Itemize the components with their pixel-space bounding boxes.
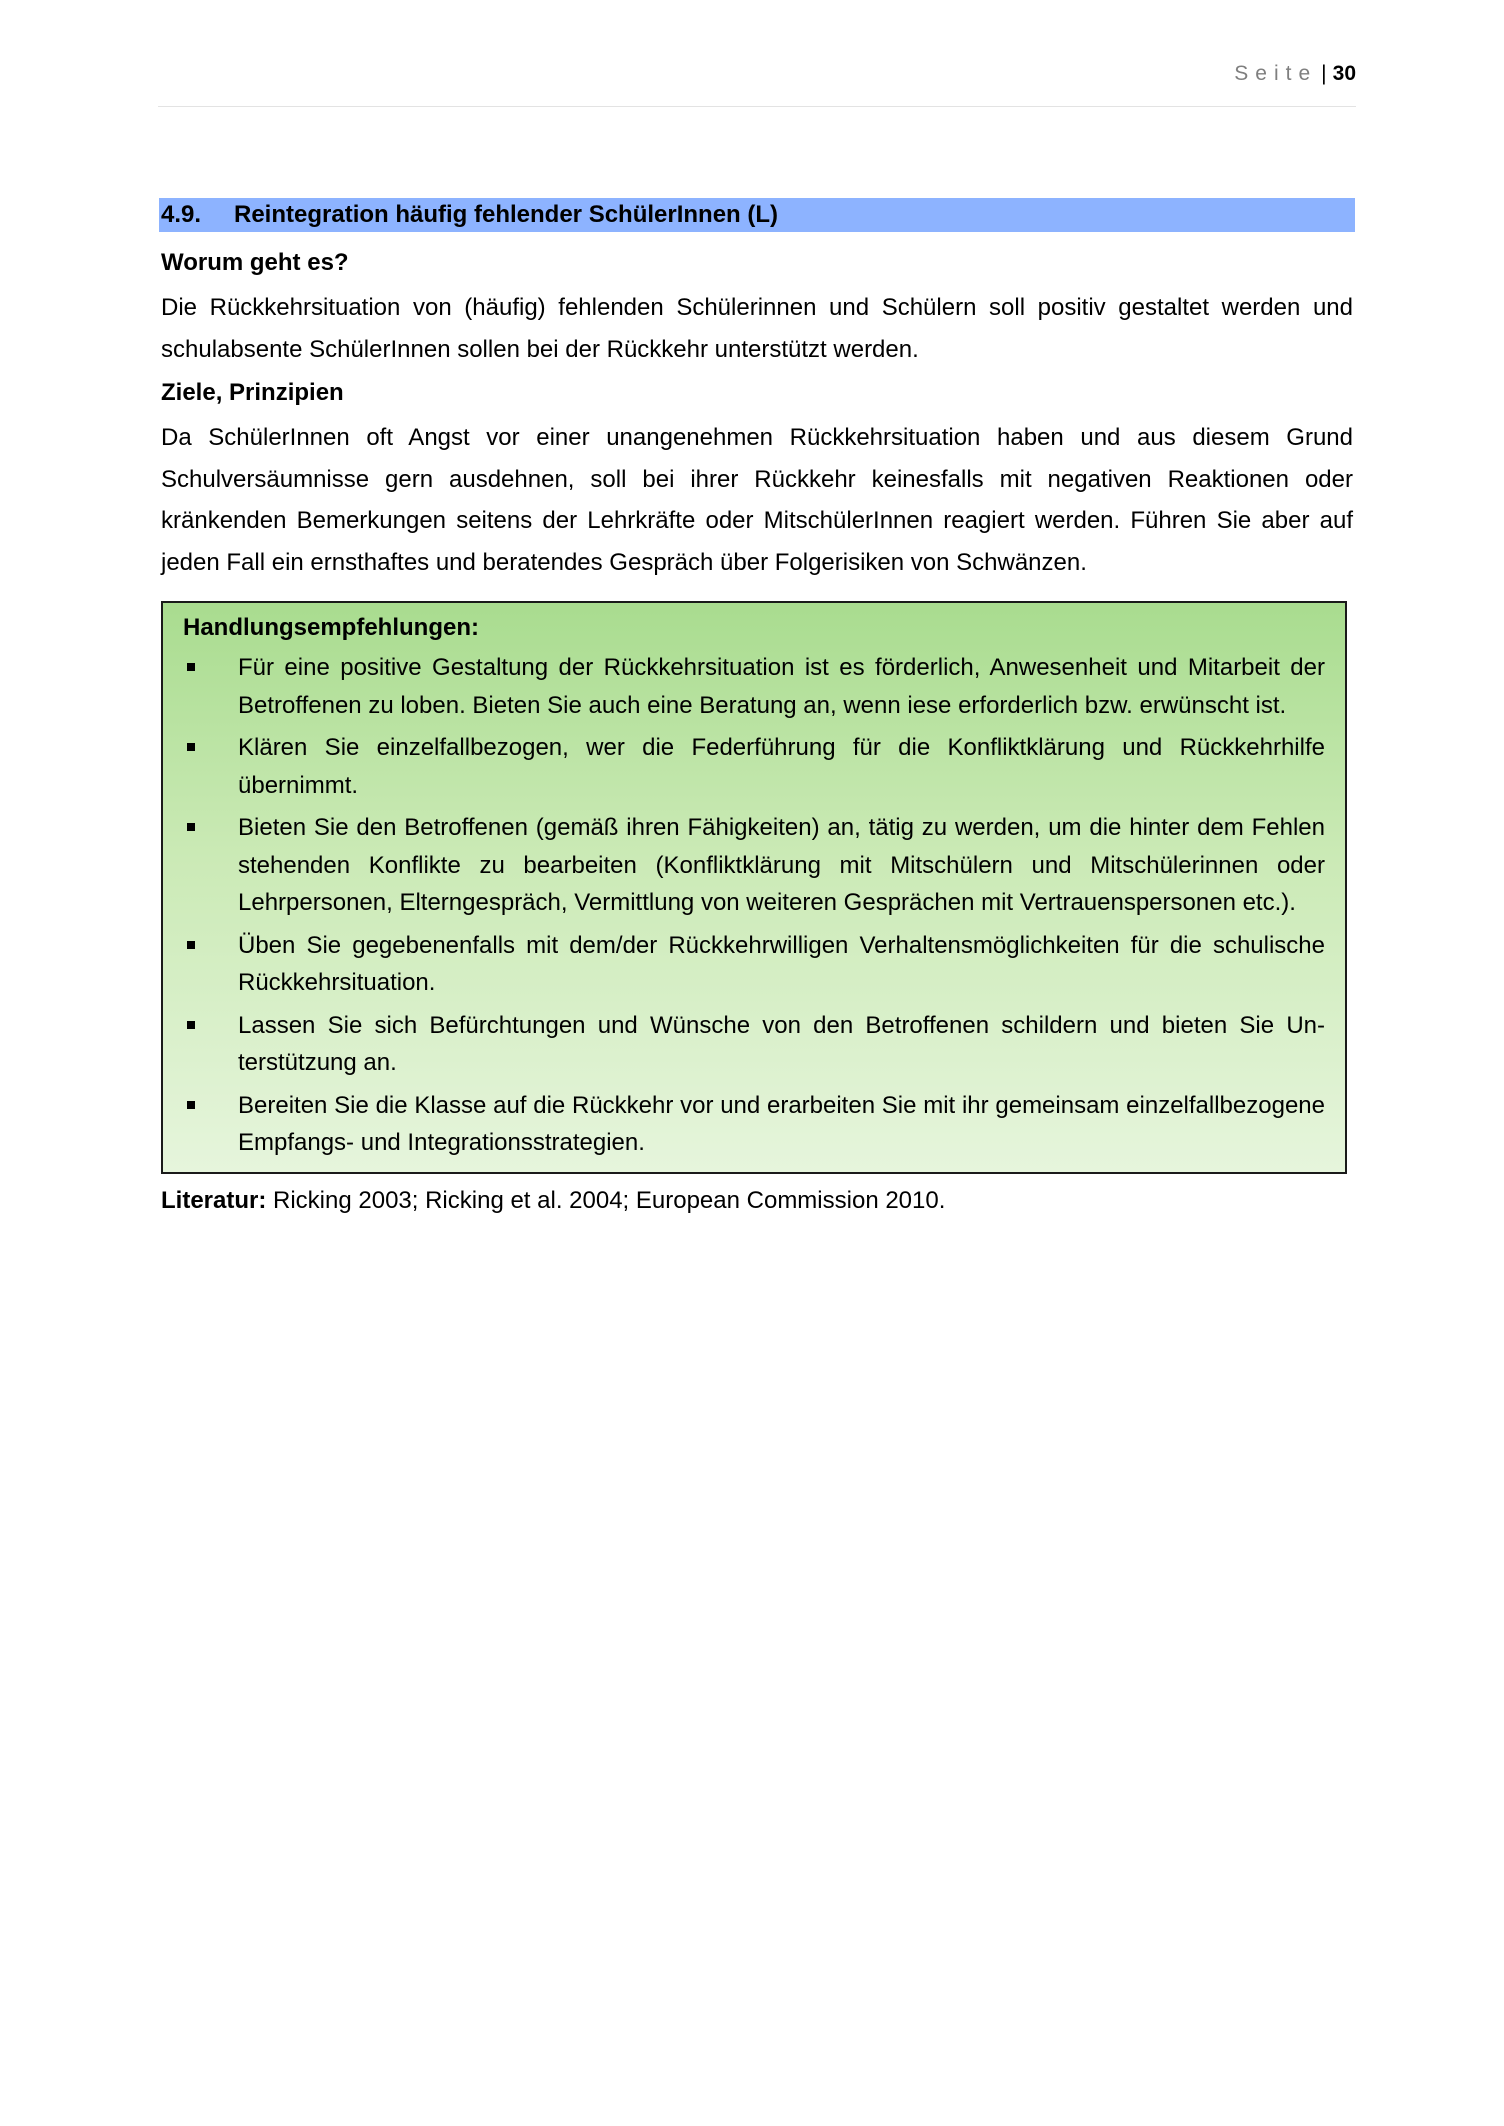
list-item (183, 927, 1325, 1002)
ziele-paragraph: Da SchülerInnen oft Angst vor einer unangenehmen Rückkehrsituation haben und aus diesem Grund Schulversäumnisse gern ausdehnen, soll bei ihrer Rückkehr keinesfalls mit negativen Reaktionen oder kränkenden Bemerkungen seitens der Lehrkräfte oder MitschülerInnen reagiert werden. Führen Sie aber auf jeden Fall ein ernsthaftes und beratendes Gespräch über Folgerisiken von Schwänzen. (161, 424, 1353, 576)
list-item-text: Bieten Sie den Betroffenen (gemäß ihren Fähigkeiten) an, tätig zu werden, um die hinter dem Fehlen stehenden Konflikte zu bearbeiten (Konfliktklärung mit Mitschülern und Mitschülerinnen oder Lehrpersonen, Elterngespräch, Vermittlung von weiteren Gesprächen mit Vertrauenspersonen etc.). (238, 814, 1325, 916)
page-word: Seite (1234, 62, 1318, 85)
square-bullet-icon (187, 1101, 195, 1109)
section-heading (159, 198, 1355, 232)
list-item-text: Bereiten Sie die Klasse auf die Rückkehr vor und erarbeiten Sie mit ihr gemeinsam einzelfallbezogene Empfangs- und Integrationsstrategien. (238, 1091, 1325, 1156)
page-separator: | (1321, 62, 1327, 85)
section-number: 4.9. (161, 201, 202, 228)
list-item-text: Für eine positive Gestaltung der Rückkehrsituation ist es förderlich, Anwesenheit und Mitarbeit der Betroffenen zu loben. Bieten Sie auch eine Beratung an, wenn iese erforderlich bzw. erwünscht ist. (238, 654, 1325, 719)
square-bullet-icon (187, 663, 195, 671)
list-item (183, 1087, 1325, 1162)
section-title: Reintegration häufig fehlender SchülerInnen (L) (234, 201, 779, 228)
recommendations-list (183, 649, 1325, 1162)
page-header (158, 58, 1356, 107)
list-item-text: Üben Sie gegebenenfalls mit dem/der Rückkehrwilligen Verhaltensmöglichkeiten für die schulische Rückkehrsituation. (238, 931, 1325, 996)
ziele-heading: Ziele, Prinzipien (161, 379, 344, 406)
square-bullet-icon (187, 823, 195, 831)
page-number-label (1234, 62, 1356, 86)
recommendations-title: Handlungsempfehlungen: (183, 614, 479, 641)
list-item (183, 809, 1325, 922)
page-number: 30 (1332, 62, 1356, 85)
page-content (161, 198, 1353, 1218)
square-bullet-icon (187, 743, 195, 751)
square-bullet-icon (187, 941, 195, 949)
list-item (183, 1007, 1325, 1082)
literature-text: Ricking 2003; Ricking et al. 2004; European Commission 2010. (266, 1186, 946, 1214)
list-item (183, 649, 1325, 724)
list-item-text: Lassen Sie sich Befürchtungen und Wünsche von den Betroffenen schildern und bieten Sie Unterstützung an. (238, 1011, 1325, 1076)
literature-label: Literatur: (161, 1186, 267, 1214)
worum-heading: Worum geht es? (161, 249, 349, 276)
worum-paragraph: Die Rückkehrsituation von (häufig) fehlenden Schülerinnen und Schülern soll positiv gestaltet werden und schulabsente SchülerInnen sollen bei der Rückkehr unterstützt werden. (161, 294, 1353, 363)
square-bullet-icon (187, 1021, 195, 1029)
recommendations-box (161, 601, 1347, 1174)
list-item-text: Klären Sie einzelfallbezogen, wer die Federführung für die Konfliktklärung und Rückkehrhilfe übernimmt. (238, 734, 1325, 799)
list-item (183, 729, 1325, 804)
literature-line (161, 1184, 1353, 1218)
